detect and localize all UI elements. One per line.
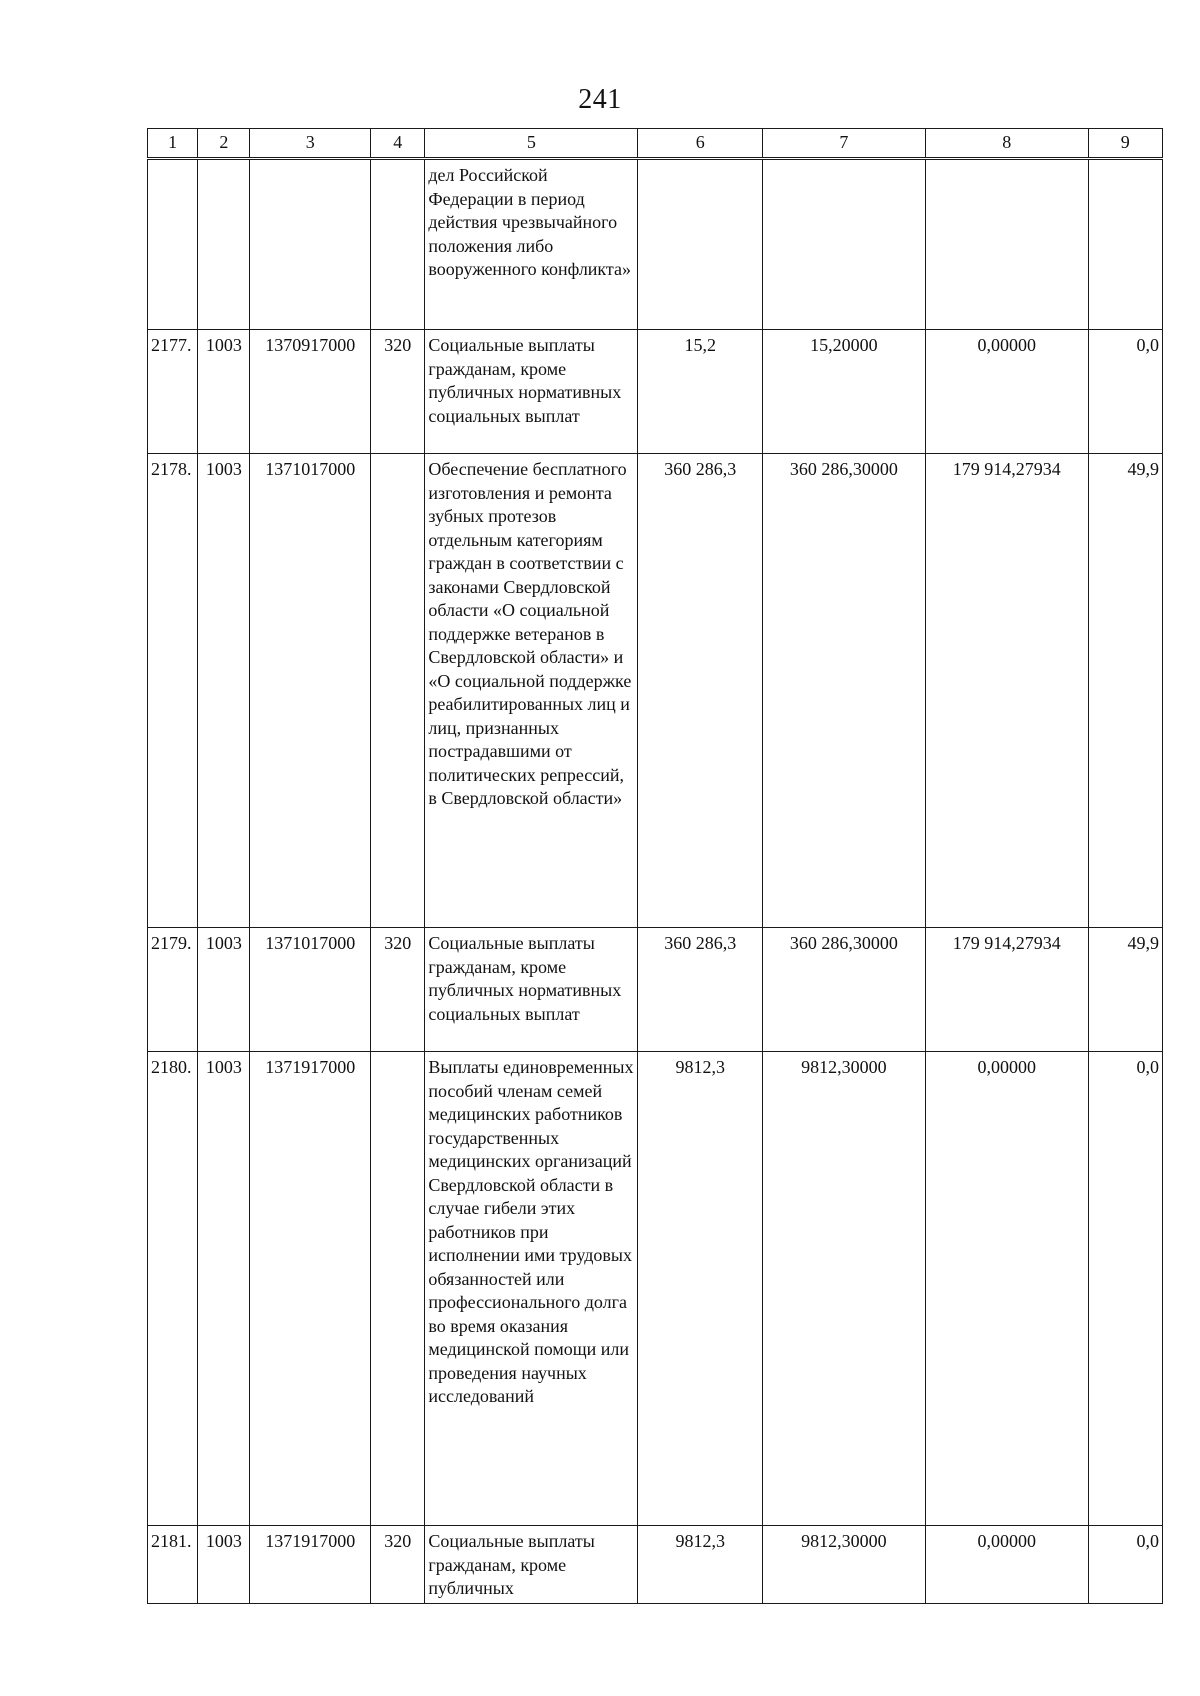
executed-amount: 179 914,27934 [925,454,1088,928]
target-code: 1371917000 [250,1052,371,1526]
refined-amount: 9812,30000 [763,1052,926,1526]
section-code: 1003 [198,928,250,1052]
plan-amount: 360 286,3 [638,454,763,928]
executed-amount: 0,00000 [925,1052,1088,1526]
expense-kind-code: 320 [371,1526,425,1604]
plan-amount [638,159,763,330]
row-number: 2177. [148,330,198,454]
executed-amount: 179 914,27934 [925,928,1088,1052]
expense-kind-code [371,1052,425,1526]
item-name: дел Российской Федерации в период действия чрезвычайного положения либо вооруженного конфликта» [425,159,638,330]
execution-percent: 49,9 [1088,928,1162,1052]
budget-table [147,128,1163,1604]
refined-amount [763,159,926,330]
target-code [250,159,371,330]
refined-amount: 360 286,30000 [763,454,926,928]
plan-amount: 360 286,3 [638,928,763,1052]
column-header: 8 [925,129,1088,159]
execution-percent: 49,9 [1088,454,1162,928]
table-row [148,330,1163,454]
executed-amount: 0,00000 [925,1526,1088,1604]
plan-amount: 15,2 [638,330,763,454]
refined-amount: 15,20000 [763,330,926,454]
column-header: 2 [198,129,250,159]
item-name: Обеспечение бесплатного изготовления и ремонта зубных протезов отдельным категориям граждан в соответствии с законами Свердловской области «О социальной поддержке ветеранов в Свердловской области» и «О социальной поддержке реабилитированных лиц и лиц, признанных пострадавшими от политических репрессий, в Свердловской области» [425,454,638,928]
execution-percent: 0,0 [1088,1526,1162,1604]
execution-percent: 0,0 [1088,330,1162,454]
table-row [148,1052,1163,1526]
column-header: 5 [425,129,638,159]
executed-amount [925,159,1088,330]
column-header: 4 [371,129,425,159]
item-name: Выплаты единовременных пособий членам семей медицинских работников государственных медицинских организаций Свердловской области в случае гибели этих работников при исполнении ими трудовых обязанностей или профессионального долга во время оказания медицинской помощи или проведения научных исследований [425,1052,638,1526]
expense-kind-code: 320 [371,330,425,454]
expense-kind-code: 320 [371,928,425,1052]
item-name: Социальные выплаты гражданам, кроме публичных [425,1526,638,1604]
execution-percent: 0,0 [1088,1052,1162,1526]
section-code: 1003 [198,454,250,928]
column-header: 3 [250,129,371,159]
table-row [148,454,1163,928]
expense-kind-code [371,159,425,330]
item-name: Социальные выплаты гражданам, кроме публичных нормативных социальных выплат [425,928,638,1052]
execution-percent [1088,159,1162,330]
header-row [148,129,1163,159]
column-header: 6 [638,129,763,159]
expense-kind-code [371,454,425,928]
row-number: 2181. [148,1526,198,1604]
row-number: 2180. [148,1052,198,1526]
column-header: 7 [763,129,926,159]
row-number: 2178. [148,454,198,928]
section-code: 1003 [198,1526,250,1604]
target-code: 1371017000 [250,928,371,1052]
table-row [148,159,1163,330]
target-code: 1370917000 [250,330,371,454]
plan-amount: 9812,3 [638,1526,763,1604]
page-number: 241 [578,84,622,115]
section-code: 1003 [198,1052,250,1526]
table-row [148,1526,1163,1604]
executed-amount: 0,00000 [925,330,1088,454]
target-code: 1371017000 [250,454,371,928]
plan-amount: 9812,3 [638,1052,763,1526]
refined-amount: 360 286,30000 [763,928,926,1052]
table-row [148,928,1163,1052]
row-number [148,159,198,330]
section-code: 1003 [198,330,250,454]
item-name: Социальные выплаты гражданам, кроме публичных нормативных социальных выплат [425,330,638,454]
section-code [198,159,250,330]
column-header: 9 [1088,129,1162,159]
row-number: 2179. [148,928,198,1052]
column-header: 1 [148,129,198,159]
target-code: 1371917000 [250,1526,371,1604]
refined-amount: 9812,30000 [763,1526,926,1604]
